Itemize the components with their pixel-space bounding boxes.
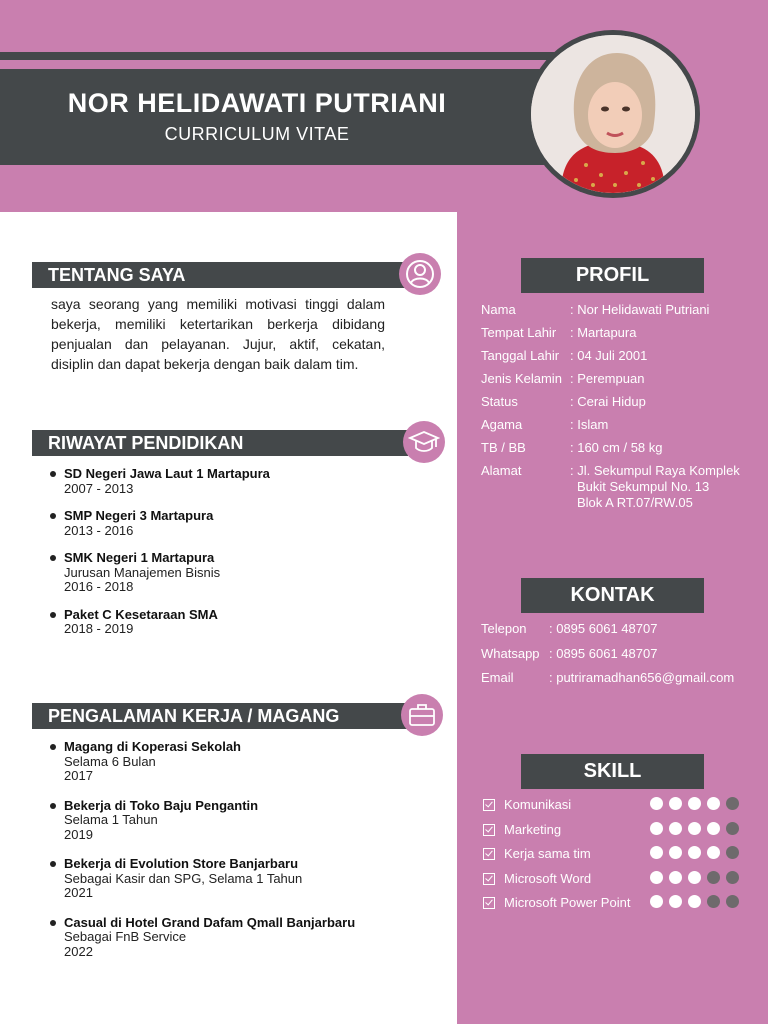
rating-dot-filled xyxy=(669,895,682,908)
school-name: SD Negeri Jawa Laut 1 Martapura xyxy=(64,466,270,481)
job-detail: Sebagai FnB Service xyxy=(64,929,187,944)
school-years: 2013 - 2016 xyxy=(64,522,134,538)
profile-value: : Martapura xyxy=(570,325,637,340)
profile-value: : Nor Helidawati Putriani xyxy=(570,302,710,317)
contact-label: Email xyxy=(481,670,514,685)
rating-dot-filled xyxy=(707,797,720,810)
user-icon xyxy=(399,253,441,295)
contact-row-email xyxy=(481,670,734,685)
profile-row-religion xyxy=(481,417,608,433)
profile-label: TB / BB xyxy=(481,440,526,455)
document-subtitle: CURRICULUM VITAE xyxy=(164,124,350,144)
profile-row-birthdate xyxy=(481,348,647,364)
address-line-2: Bukit Sekumpul No. 13 xyxy=(577,479,710,494)
rating-dot-filled xyxy=(688,871,701,884)
skill-row xyxy=(483,895,630,910)
rating-dot-filled xyxy=(688,822,701,835)
skill-rating xyxy=(650,822,739,835)
section-experience-title: PENGALAMAN KERJA / MAGANG xyxy=(32,703,408,729)
job-detail: Selama 6 Bulan xyxy=(64,753,156,769)
skill-name: Kerja sama tim xyxy=(504,846,591,861)
rating-dot-filled xyxy=(669,797,682,810)
checkbox-icon xyxy=(483,799,495,811)
candidate-name: NOR HELIDAWATI PUTRIANI xyxy=(67,88,447,118)
job-detail: Sebagai Kasir dan SPG, Selama 1 Tahun xyxy=(64,870,303,886)
rating-dot-filled xyxy=(650,822,663,835)
rating-dot-filled xyxy=(669,871,682,884)
experience-list xyxy=(50,740,390,972)
job-title: Bekerja di Evolution Store Banjarbaru xyxy=(64,856,299,871)
job-title: Magang di Koperasi Sekolah xyxy=(64,739,241,754)
rating-dot-filled xyxy=(650,846,663,859)
contact-row-whatsapp xyxy=(481,646,657,661)
rating-dot-empty xyxy=(707,871,720,884)
contact-value[interactable]: : putriramadhan656@gmail.com xyxy=(549,670,735,685)
school-years: 2018 - 2019 xyxy=(64,621,134,636)
skill-rating xyxy=(650,895,739,908)
skill-row xyxy=(483,797,571,812)
skill-row xyxy=(483,846,591,861)
profile-label: Agama xyxy=(481,417,523,432)
skill-row xyxy=(483,871,591,886)
list-item xyxy=(50,608,390,637)
about-text: saya seorang yang memiliki motivasi tinggi dalam bekerja, memiliki ketertarikan berkerja dibidang penjualan dan pelayanan. Jujur, aktif, cekatan, disiplin dan dapat bekerja dengan baik dalam tim. xyxy=(51,296,385,372)
school-years: 2007 - 2013 xyxy=(64,480,134,496)
rating-dot-filled xyxy=(669,846,682,859)
list-item xyxy=(50,509,390,538)
checkbox-icon xyxy=(483,897,495,909)
profile-value xyxy=(570,463,740,511)
job-detail: Selama 1 Tahun xyxy=(64,812,158,827)
job-title: Bekerja di Toko Baju Pengantin xyxy=(64,797,259,813)
rating-dot-filled xyxy=(650,895,663,908)
rating-dot-empty xyxy=(707,895,720,908)
profile-row-name xyxy=(481,302,709,318)
address-line-3: Blok A RT.07/RW.05 xyxy=(577,495,693,510)
school-years: 2016 - 2018 xyxy=(64,579,134,594)
profile-value: : 04 Juli 2001 xyxy=(570,348,648,363)
skill-rating xyxy=(650,871,739,884)
profile-label: Status xyxy=(481,394,518,409)
section-education-title: RIWAYAT PENDIDIKAN xyxy=(32,430,408,456)
rating-dot-empty xyxy=(726,797,739,810)
job-year: 2017 xyxy=(64,768,93,783)
school-name: SMP Negeri 3 Martapura xyxy=(64,508,214,523)
skill-name: Microsoft Word xyxy=(504,871,592,886)
job-year: 2021 xyxy=(64,885,93,900)
profile-photo xyxy=(531,35,695,193)
rating-dot-empty xyxy=(726,895,739,908)
school-major: Jurusan Manajemen Bisnis xyxy=(64,564,221,580)
rating-dot-empty xyxy=(726,822,739,835)
rating-dot-filled xyxy=(650,797,663,810)
rating-dot-empty xyxy=(726,846,739,859)
skill-name: Komunikasi xyxy=(504,797,572,812)
section-contact-title: KONTAK xyxy=(521,578,704,613)
list-item xyxy=(50,799,390,843)
checkbox-icon xyxy=(483,824,495,836)
profile-value: : 160 cm / 58 kg xyxy=(570,440,663,455)
education-list xyxy=(50,467,390,650)
profile-label: Nama xyxy=(481,302,516,317)
graduation-cap-icon xyxy=(403,421,445,463)
rating-dot-filled xyxy=(688,846,701,859)
skill-name: Marketing xyxy=(504,822,562,837)
contact-value[interactable]: : 0895 6061 48707 xyxy=(549,646,658,661)
list-item xyxy=(50,857,390,901)
rating-dot-empty xyxy=(726,871,739,884)
profile-label: Tanggal Lahir xyxy=(481,348,560,363)
profile-value: : Islam xyxy=(570,417,609,432)
skill-name: Microsoft Power Point xyxy=(504,895,631,910)
header-top-stripe xyxy=(0,52,560,60)
contact-value[interactable]: : 0895 6061 48707 xyxy=(549,621,658,636)
profile-row-height-weight xyxy=(481,440,663,456)
rating-dot-filled xyxy=(688,895,701,908)
skill-rating xyxy=(650,797,739,810)
list-item xyxy=(50,467,390,496)
profile-label: Tempat Lahir xyxy=(481,325,557,340)
profile-label: Alamat xyxy=(481,463,522,478)
rating-dot-filled xyxy=(707,822,720,835)
profile-value: : Perempuan xyxy=(570,371,645,386)
contact-label: Telepon xyxy=(481,621,527,636)
job-year: 2022 xyxy=(64,943,93,959)
briefcase-icon xyxy=(401,694,443,736)
profile-row-address xyxy=(481,463,740,511)
school-name: SMK Negeri 1 Martapura xyxy=(64,550,215,565)
list-item xyxy=(50,551,390,595)
rating-dot-filled xyxy=(650,871,663,884)
profile-row-gender xyxy=(481,371,644,387)
list-item xyxy=(50,740,390,784)
contact-label: Whatsapp xyxy=(481,646,540,661)
school-name: Paket C Kesetaraan SMA xyxy=(64,606,218,622)
section-about-title: TENTANG SAYA xyxy=(32,262,408,288)
rating-dot-filled xyxy=(707,846,720,859)
section-profile-title: PROFIL xyxy=(521,258,704,293)
profile-row-birthplace xyxy=(481,325,636,341)
skill-row xyxy=(483,822,561,837)
rating-dot-filled xyxy=(688,797,701,810)
checkbox-icon xyxy=(483,848,495,860)
profile-row-status xyxy=(481,394,646,410)
address-line-1: : Jl. Sekumpul Raya Komplek xyxy=(570,463,740,478)
checkbox-icon xyxy=(483,873,495,885)
job-year: 2019 xyxy=(64,826,93,842)
rating-dot-filled xyxy=(669,822,682,835)
section-skill-title: SKILL xyxy=(521,754,704,789)
job-title: Casual di Hotel Grand Dafam Qmall Banjarbaru xyxy=(64,914,356,930)
profile-label: Jenis Kelamin xyxy=(481,371,562,386)
skill-rating xyxy=(650,846,739,859)
contact-row-phone xyxy=(481,621,657,636)
profile-value: : Cerai Hidup xyxy=(570,394,646,409)
list-item xyxy=(50,916,390,960)
